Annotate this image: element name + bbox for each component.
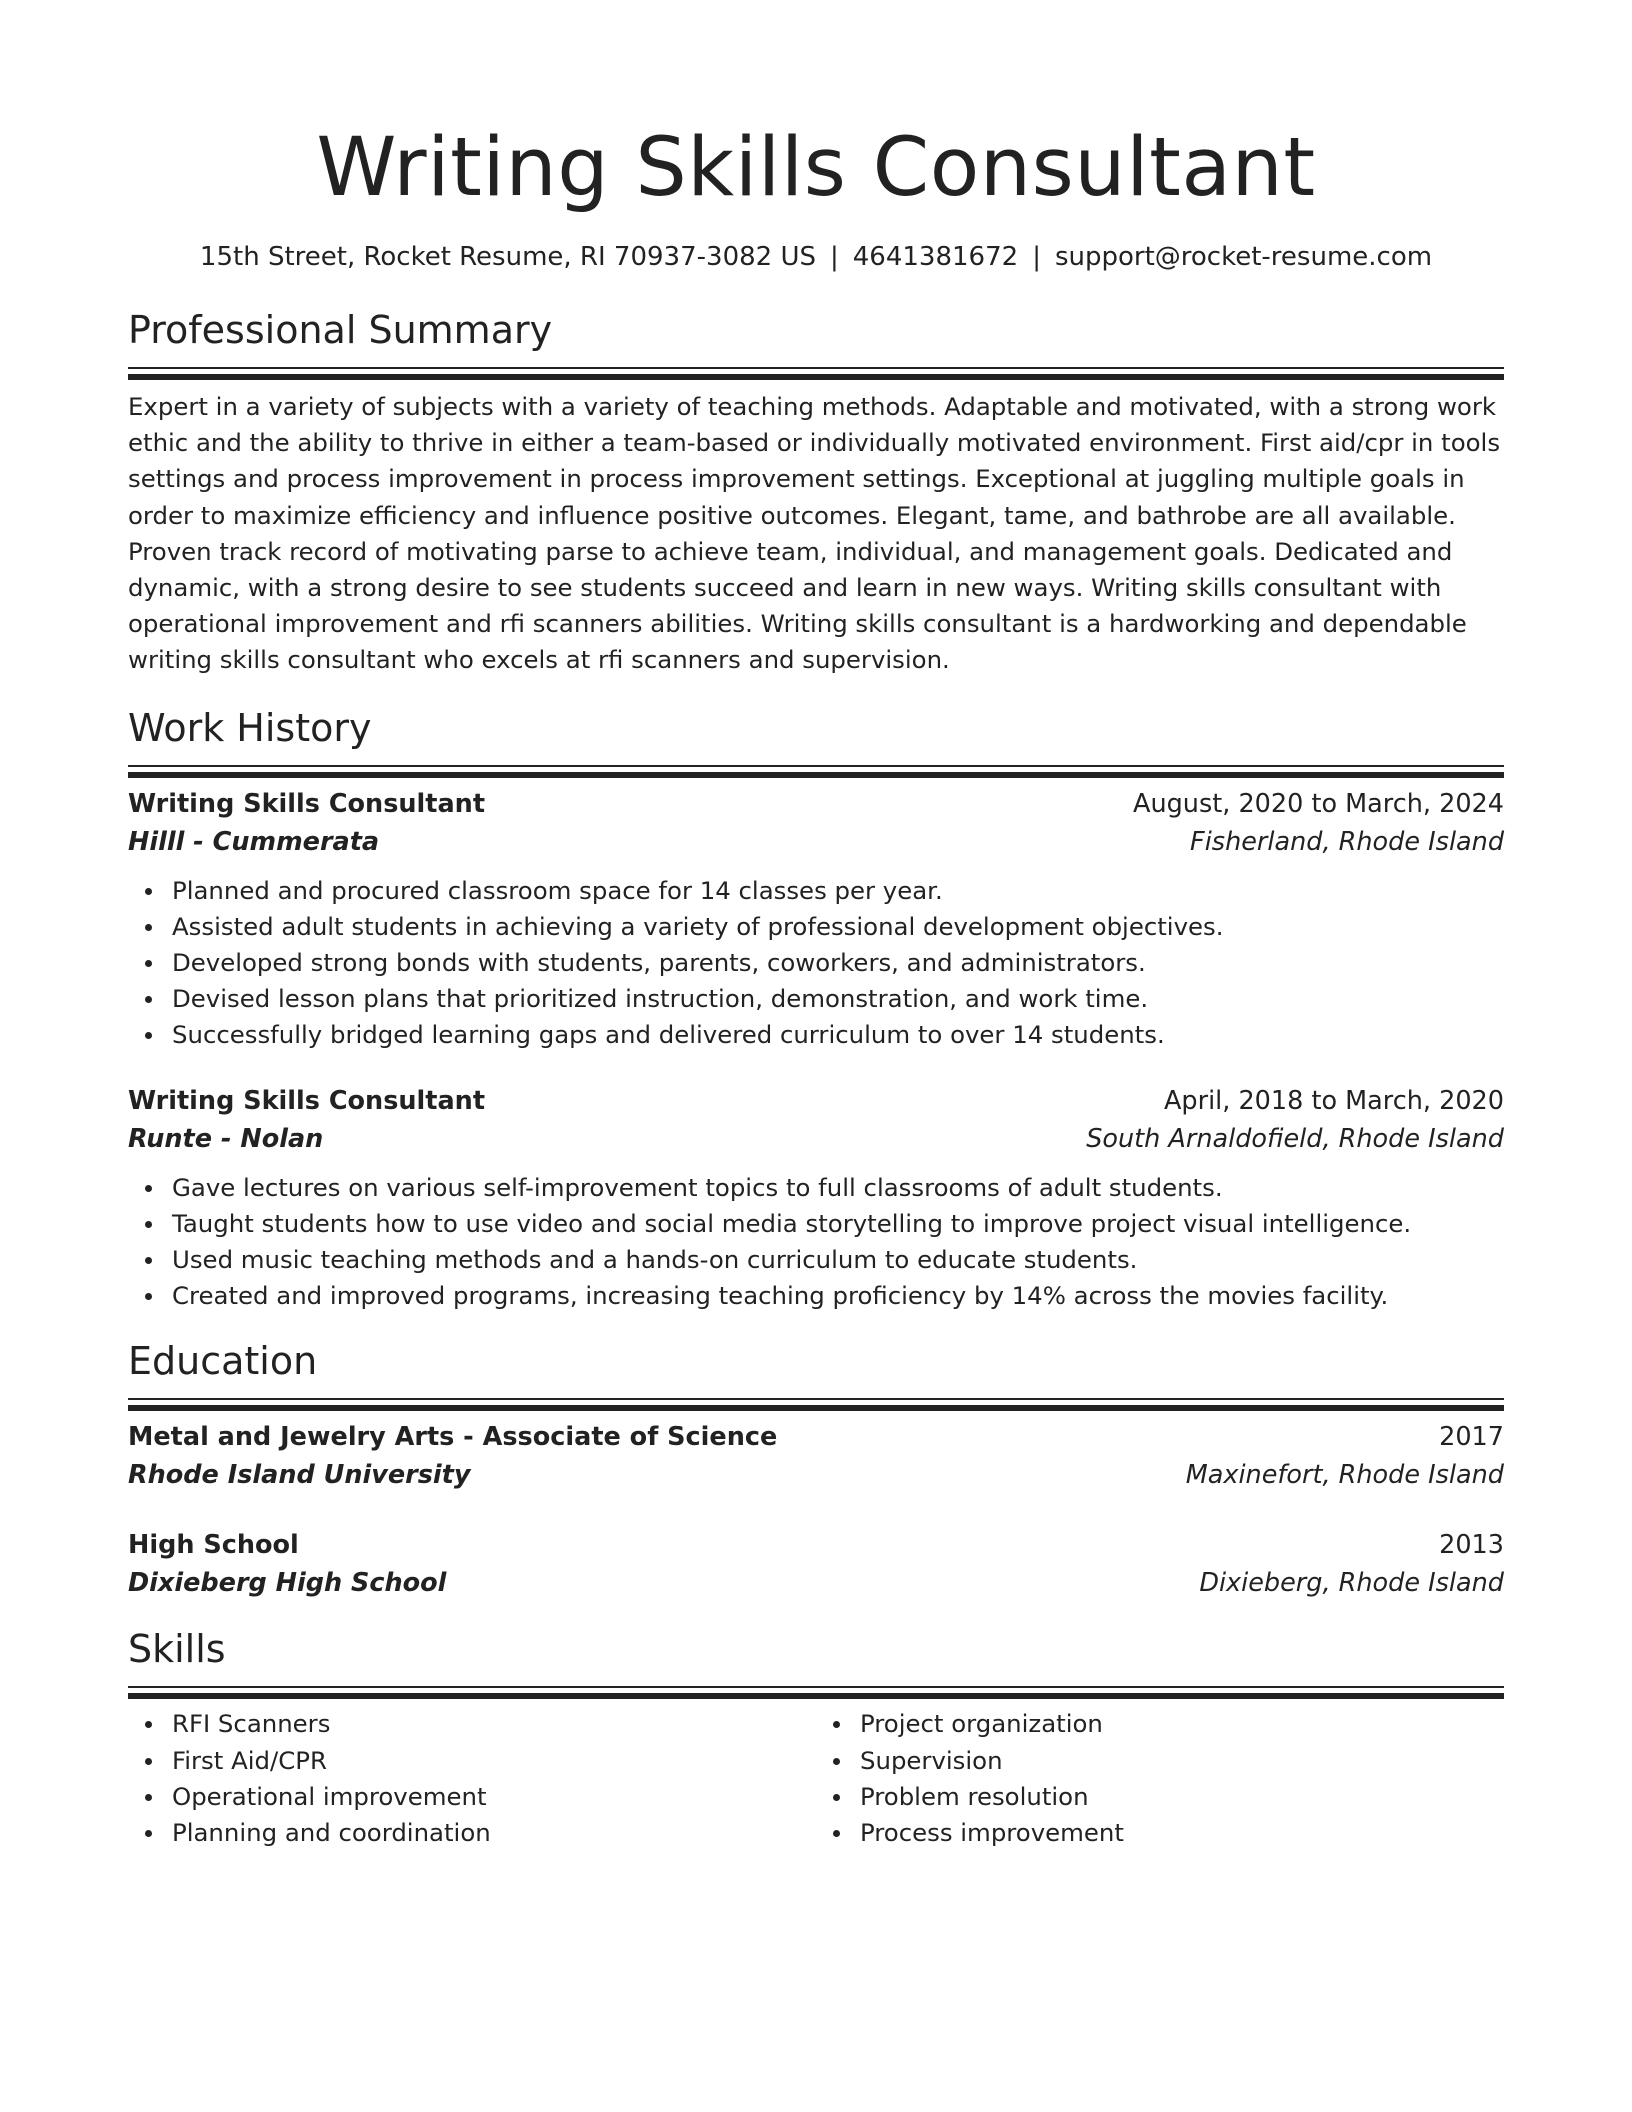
summary-heading: Professional Summary [128, 308, 553, 352]
job-header-row [128, 1082, 1504, 1120]
job-title: Writing Skills Consultant [128, 788, 486, 819]
education-school: Rhode Island University [128, 1460, 471, 1491]
list-item: Devised lesson plans that prioritized instruction, demonstration, and work time. [172, 981, 1504, 1017]
job-company-row [128, 823, 1504, 861]
contact-email: support@rocket-resume.com [1054, 242, 1433, 272]
education-header-row [128, 1418, 1504, 1456]
education-entry [128, 1418, 1504, 1494]
job-entry [128, 785, 1504, 1054]
skill-item: RFI Scanners [172, 1706, 816, 1742]
work-history-section [128, 703, 1504, 1315]
contact-phone: 4641381672 [852, 242, 1019, 272]
education-year: 2013 [1439, 1530, 1504, 1561]
education-section [128, 1336, 1504, 1602]
skills-list [816, 1706, 1504, 1851]
job-company: Hilll - Cummerata [128, 826, 380, 857]
summary-text: Expert in a variety of subjects with a variety of teaching methods. Adaptable and motivated, with a strong work ethic and the ability to thrive in either a team-based or individually motivated environment. First aid/cpr in tools settings and process improvement in process improvement settings. Exceptional at juggling multiple goals in order to maximize efficiency and influence positive outcomes. Elegant, tame, and bathrobe are all available. Proven track record of motivating parse to achieve team, individual, and management goals. Dedicated and dynamic, with a strong desire to see students succeed and learn in new ways. Writing skills consultant with operational improvement and rfi scanners abilities. Writing skills consultant is a hardworking and dependable writing skills consultant who excels at rfi scanners and supervision. [128, 392, 1501, 675]
summary-section [128, 305, 1504, 679]
resume-name: Writing Skills Consultant [316, 121, 1316, 215]
list-item: Planned and procured classroom space for 14 classes per year. [172, 873, 1504, 909]
contact-separator: | [1032, 242, 1041, 272]
education-school: Dixieberg High School [128, 1568, 447, 1599]
job-company-row [128, 1120, 1504, 1158]
skills-column-right [816, 1706, 1504, 1851]
job-entry [128, 1082, 1504, 1315]
job-bullets [128, 873, 1504, 1054]
section-divider [128, 765, 1504, 767]
list-item: Gave lectures on various self-improvement topics to full classrooms of adult students. [172, 1170, 1504, 1206]
job-company: Runte - Nolan [128, 1123, 324, 1154]
education-header-row [128, 1526, 1504, 1564]
skill-item: First Aid/CPR [172, 1743, 816, 1779]
job-bullets [128, 1170, 1504, 1315]
skill-item: Planning and coordination [172, 1815, 816, 1851]
skill-item: Operational improvement [172, 1779, 816, 1815]
section-divider [128, 367, 1504, 369]
job-dates: April, 2018 to March, 2020 [1163, 1085, 1504, 1116]
list-item: Assisted adult students in achieving a variety of professional development objectives. [172, 909, 1504, 945]
skills-list [128, 1706, 816, 1851]
job-location: Fisherland, Rhode Island [1190, 826, 1504, 857]
education-heading: Education [128, 1339, 318, 1384]
job-header-row [128, 785, 1504, 823]
education-degree: High School [128, 1530, 299, 1561]
section-divider [128, 1398, 1504, 1400]
skill-item: Supervision [860, 1743, 1504, 1779]
education-school-row [128, 1564, 1504, 1602]
education-location: Maxinefort, Rhode Island [1185, 1460, 1504, 1491]
section-divider [128, 1686, 1504, 1688]
skill-item: Project organization [860, 1706, 1504, 1742]
education-entry [128, 1526, 1504, 1602]
skill-item: Problem resolution [860, 1779, 1504, 1815]
education-year: 2017 [1439, 1422, 1504, 1453]
list-item: Used music teaching methods and a hands-on curriculum to educate students. [172, 1242, 1504, 1278]
skills-grid [128, 1706, 1504, 1851]
job-dates: August, 2020 to March, 2024 [1133, 788, 1504, 819]
contact-line [128, 239, 1504, 275]
job-title: Writing Skills Consultant [128, 1085, 486, 1116]
list-item: Taught students how to use video and social media storytelling to improve project visual intelligence. [172, 1206, 1504, 1242]
work-history-heading: Work History [128, 705, 372, 750]
education-school-row [128, 1456, 1504, 1494]
education-degree: Metal and Jewelry Arts - Associate of Science [128, 1422, 778, 1453]
skills-section [128, 1624, 1504, 1851]
skills-heading: Skills [128, 1627, 226, 1672]
skill-item: Process improvement [860, 1815, 1504, 1851]
education-location: Dixieberg, Rhode Island [1199, 1568, 1504, 1599]
contact-separator: | [830, 242, 839, 272]
list-item: Successfully bridged learning gaps and delivered curriculum to over 14 students. [172, 1017, 1504, 1053]
contact-address: 15th Street, Rocket Resume, RI 70937-3082 US [199, 242, 816, 272]
list-item: Created and improved programs, increasing teaching proficiency by 14% across the movies facility. [172, 1278, 1504, 1314]
skills-column-left [128, 1706, 816, 1851]
job-location: South Arnaldofield, Rhode Island [1086, 1123, 1504, 1154]
list-item: Developed strong bonds with students, parents, coworkers, and administrators. [172, 945, 1504, 981]
